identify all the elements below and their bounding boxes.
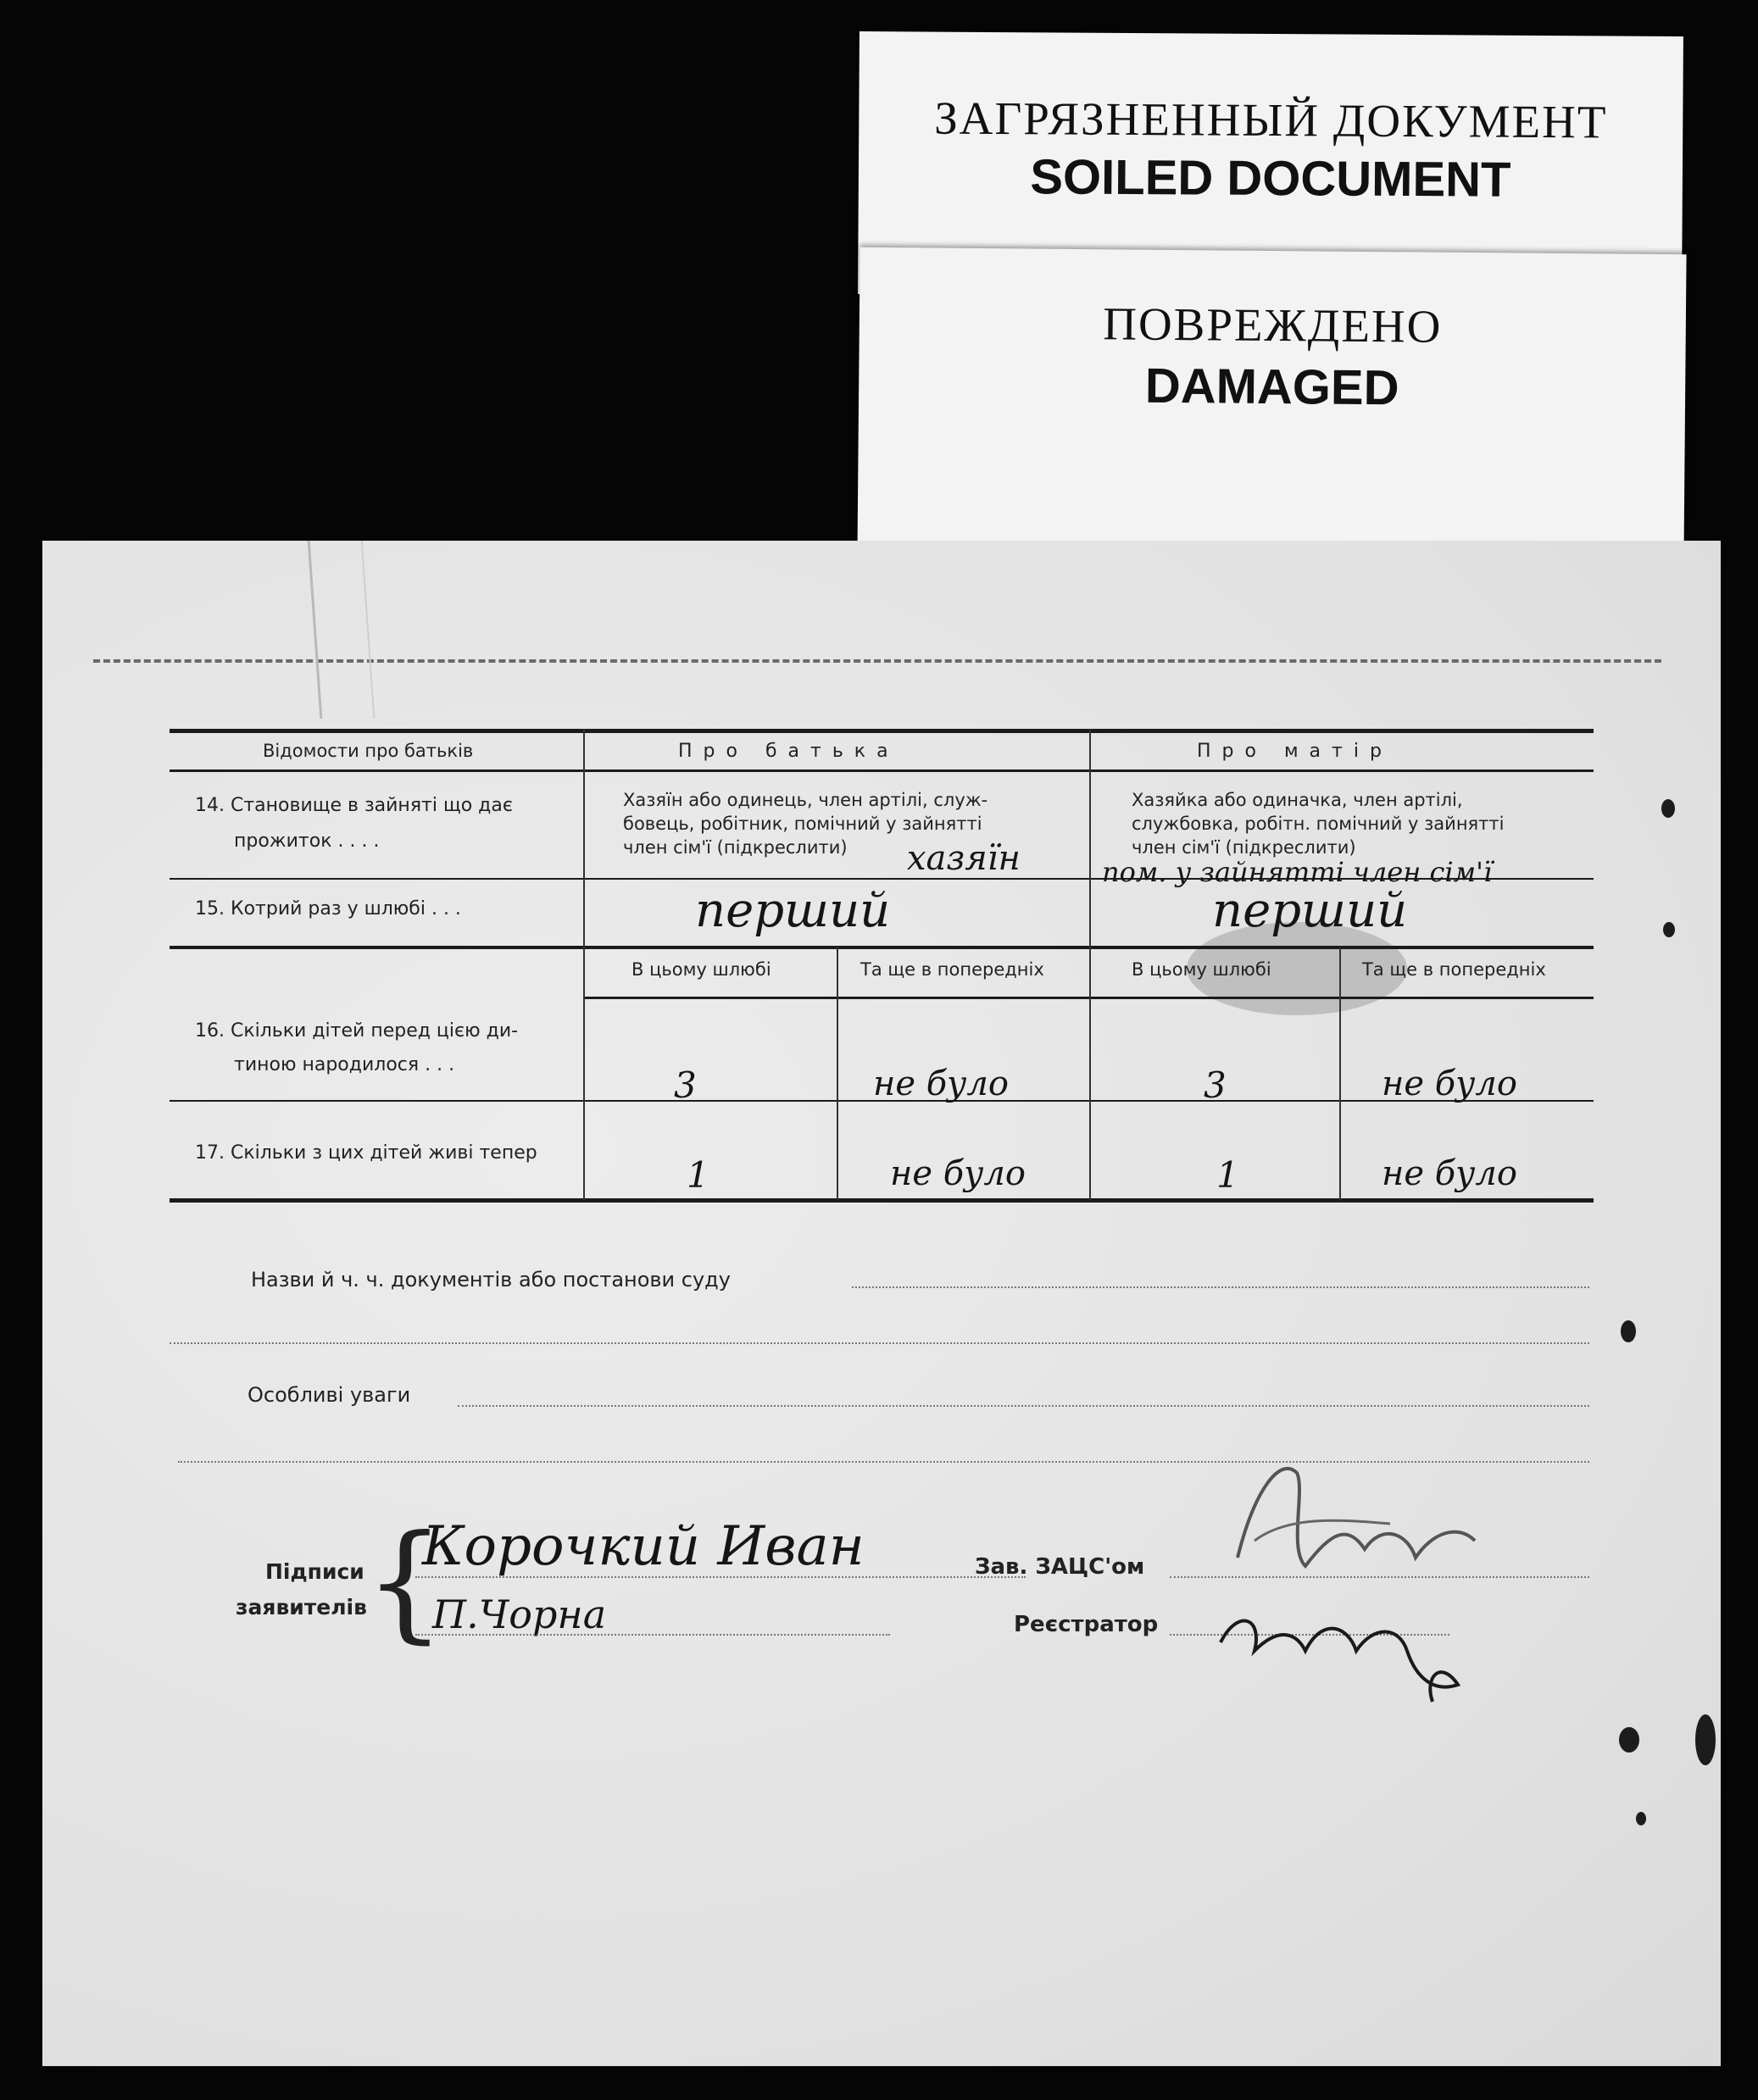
row14-mother-value: пом. у зайнятті член сім'ї — [1102, 856, 1493, 888]
documents-line-2 — [170, 1342, 1589, 1344]
remarks-line — [458, 1405, 1589, 1407]
row14-mother-options: Хазяйка або одиначка, член артілі, — [1132, 790, 1463, 810]
row17-value-3: 1 — [1216, 1154, 1239, 1196]
row17-value-4: не було — [1382, 1154, 1517, 1193]
subheader-previous-mother: Та ще в попередніх — [1362, 959, 1546, 980]
applicants-label: Підписи — [265, 1559, 364, 1584]
row15-mother-value: перший — [1212, 883, 1408, 938]
form-sheet — [42, 541, 1721, 2066]
row14-father-options: член сім'ї (підкреслити) — [623, 837, 848, 858]
row16-value-1: 3 — [674, 1064, 697, 1106]
applicants-brace: { — [364, 1508, 446, 1656]
registrar-signature — [1204, 1592, 1475, 1719]
row16-label: 16. Скільки дітей перед цією ди- — [195, 1020, 519, 1042]
header-about-mother: Про матір — [1197, 741, 1393, 762]
table-bottom-rule — [170, 1198, 1594, 1203]
damaged-label-en: DAMAGED — [1144, 358, 1399, 416]
table-rule — [170, 769, 1594, 772]
row14-label: 14. Становище в зайняті що дає — [195, 795, 513, 816]
row15-label: 15. Котрий раз у шлюбі . . . — [195, 898, 461, 919]
row16-value-2: не було — [873, 1064, 1009, 1103]
row17-value-2: не було — [890, 1154, 1026, 1193]
subheader-previous-father: Та ще в попередніх — [860, 959, 1044, 980]
table-column-divider — [1339, 947, 1341, 1200]
table-column-divider — [583, 729, 585, 1200]
header-about-father: Про батька — [678, 741, 899, 762]
soiled-label-en: SOILED DOCUMENT — [1030, 149, 1511, 208]
row14-mother-options: службовка, робітн. помічний у зайнятті — [1132, 814, 1505, 834]
row16-label-cont: тиною народилося . . . — [234, 1054, 455, 1075]
row17-value-1: 1 — [687, 1154, 709, 1196]
row14-father-value: хазяїн — [907, 839, 1021, 878]
row14-father-options: бовець, робітник, помічний у зайнятті — [623, 814, 982, 834]
damaged-label-ru: ПОВРЕЖДЕНО — [1102, 297, 1443, 353]
form-body — [42, 541, 1721, 2066]
head-zags-signature — [1204, 1439, 1492, 1592]
applicants-label-cont: заявителів — [236, 1595, 367, 1619]
header-parents-info: Відомости про батьків — [263, 741, 474, 761]
table-rule — [170, 946, 1594, 949]
row16-value-3: 3 — [1204, 1064, 1227, 1106]
table-column-divider — [1089, 729, 1091, 1200]
applicant-1-line — [415, 1576, 1026, 1578]
row14-father-options: Хазяїн або одинець, член артілі, служ- — [623, 790, 988, 810]
subheader-this-marriage-father: В цьому шлюбі — [631, 959, 771, 980]
row14-label-cont: прожиток . . . . — [234, 831, 380, 852]
documents-label: Назви й ч. ч. документів або постанови суду — [251, 1268, 731, 1292]
registrar-label: Реєстратор — [1014, 1612, 1159, 1637]
remarks-label: Особливі уваги — [248, 1383, 411, 1407]
applicant-2-line — [415, 1634, 890, 1636]
subheader-this-marriage-mother: В цьому шлюбі — [1132, 959, 1271, 980]
head-zags-label: Зав. ЗАЦС'ом — [975, 1554, 1145, 1580]
table-column-divider — [837, 947, 838, 1200]
row17-label: 17. Скільки з цих дітей живі тепер — [195, 1142, 537, 1164]
row16-value-4: не було — [1382, 1064, 1517, 1103]
row14-mother-options: член сім'ї (підкреслити) — [1132, 837, 1356, 858]
applicant-2-signature: П.Чорна — [432, 1592, 607, 1637]
table-top-rule — [170, 729, 1594, 733]
applicant-1-signature: Корочкий Иван — [422, 1515, 865, 1578]
damaged-document-label — [857, 247, 1686, 564]
row15-father-value: перший — [695, 883, 891, 938]
soiled-label-ru: ЗАГРЯЗНЕННЫЙ ДОКУМЕНТ — [934, 92, 1608, 148]
documents-line — [852, 1286, 1589, 1288]
